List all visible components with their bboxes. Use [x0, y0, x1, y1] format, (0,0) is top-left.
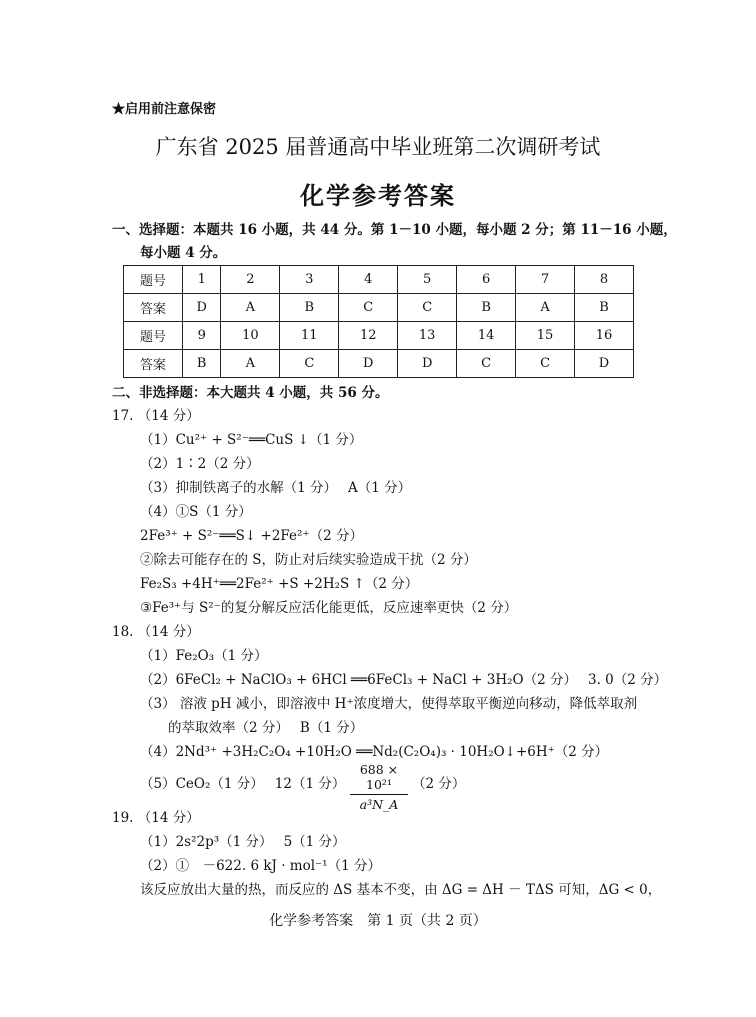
- answer-label-cell: 答案: [124, 350, 183, 378]
- q19-line-2: （2）① －622. 6 kJ · mol⁻¹（1 分）: [140, 858, 381, 874]
- q19-line-1: （1）2s²2p³（1 分） 5（1 分）: [140, 834, 346, 850]
- q18-line-2: （2）6FeCl₂ + NaClO₃ + 6HCl ══6FeCl₃ + NaCl + 3H₂O（2 分） 3. 0（2 分）: [140, 672, 668, 688]
- answer-cell: A: [221, 350, 280, 378]
- q17-line-8: ③Fe³⁺与 S²⁻的复分解反应活化能更低，反应速率更快（2 分）: [140, 600, 518, 616]
- q17-line-5: 2Fe³⁺ + S²⁻══S↓ +2Fe²⁺（2 分）: [140, 528, 363, 544]
- q17-line-6: ②除去可能存在的 S，防止对后续实验造成干扰（2 分）: [140, 552, 477, 568]
- answer-cell: B: [575, 294, 634, 322]
- q18-line-3: （3） 溶液 pH 减小，即溶液中 H⁺浓度增大，使得萃取平衡逆向移动，降低萃取剂: [140, 696, 638, 712]
- q17-header: 17. （14 分）: [112, 408, 200, 424]
- question-number-cell: 10: [221, 322, 280, 350]
- section1-heading-line2: 每小题 4 分。: [140, 245, 227, 261]
- answer-cell: D: [183, 294, 221, 322]
- exam-title: 广东省 2025 届普通高中毕业班第二次调研考试: [155, 135, 601, 159]
- q17-line-7: Fe₂S₃ +4H⁺══2Fe²⁺ +S +2H₂S ↑（2 分）: [140, 576, 419, 592]
- answer-key-title: 化学参考答案: [300, 181, 456, 210]
- q17-line-4: （4）①S（1 分）: [140, 504, 252, 520]
- density-fraction: [350, 762, 408, 812]
- answer-cell: C: [398, 294, 457, 322]
- answer-cell: C: [339, 294, 398, 322]
- question-number-cell: 4: [339, 266, 398, 294]
- question-number-cell: 9: [183, 322, 221, 350]
- answer-label-cell: 答案: [124, 294, 183, 322]
- table-row: [124, 266, 634, 294]
- answer-cell: C: [457, 350, 516, 378]
- q19-header: 19. （14 分）: [112, 810, 200, 826]
- question-number-cell: 7: [516, 266, 575, 294]
- answer-cell: B: [183, 350, 221, 378]
- question-number-cell: 1: [183, 266, 221, 294]
- question-number-cell: 6: [457, 266, 516, 294]
- q19-line-3: 该反应放出大量的热，而反应的 ΔS 基本不变，由 ΔG = ΔH － TΔS 可知，ΔG < 0，: [140, 882, 662, 898]
- answer-cell: C: [516, 350, 575, 378]
- answer-cell: B: [457, 294, 516, 322]
- answer-cell: D: [339, 350, 398, 378]
- q18-line-5: （4）2Nd³⁺ +3H₂C₂O₄ +10H₂O ══Nd₂(C₂O₄)₃ · 10H₂O↓+6H⁺（2 分）: [140, 744, 609, 760]
- answer-cell: B: [280, 294, 339, 322]
- answer-cell: D: [398, 350, 457, 378]
- question-number-cell: 8: [575, 266, 634, 294]
- q17-line-3: （3）抑制铁离子的水解（1 分） A（1 分）: [140, 480, 412, 496]
- answer-table: [123, 265, 634, 378]
- question-label-cell: 题号: [124, 266, 183, 294]
- table-row: [124, 294, 634, 322]
- q17-line-2: （2）1∶2（2 分）: [140, 456, 260, 472]
- question-label-cell: 题号: [124, 322, 183, 350]
- table-row: [124, 350, 634, 378]
- question-number-cell: 2: [221, 266, 280, 294]
- page-footer: 化学参考答案 第 1 页（共 2 页）: [269, 913, 487, 929]
- table-row: [124, 322, 634, 350]
- question-number-cell: 12: [339, 322, 398, 350]
- question-number-cell: 15: [516, 322, 575, 350]
- q18-header: 18. （14 分）: [112, 624, 200, 640]
- question-number-cell: 5: [398, 266, 457, 294]
- answer-cell: D: [575, 350, 634, 378]
- q17-line-1: （1）Cu²⁺ + S²⁻══CuS ↓（1 分）: [140, 432, 363, 448]
- q18-line-6-score: （2 分）: [412, 776, 466, 792]
- question-number-cell: 14: [457, 322, 516, 350]
- section1-heading-line1: 一、选择题：本题共 16 小题，共 44 分。第 1－10 小题，每小题 2 分；第 11－16 小题，: [112, 222, 677, 238]
- confidential-note: ★启用前注意保密: [112, 102, 217, 117]
- answer-cell: C: [280, 350, 339, 378]
- fraction-numerator: 688 × 10²¹: [350, 762, 408, 795]
- fraction-denominator: a³N_A: [359, 797, 399, 812]
- answer-cell: A: [221, 294, 280, 322]
- question-number-cell: 16: [575, 322, 634, 350]
- q18-line-6: （5）CeO₂（1 分） 12（1 分）: [140, 776, 346, 792]
- question-number-cell: 3: [280, 266, 339, 294]
- q18-line-1: （1）Fe₂O₃（1 分）: [140, 648, 268, 664]
- answer-cell: A: [516, 294, 575, 322]
- question-number-cell: 13: [398, 322, 457, 350]
- question-number-cell: 11: [280, 322, 339, 350]
- section2-heading: 二、非选择题：本大题共 4 小题，共 56 分。: [112, 385, 389, 401]
- q18-line-4: 的萃取效率（2 分） B（1 分）: [168, 720, 364, 736]
